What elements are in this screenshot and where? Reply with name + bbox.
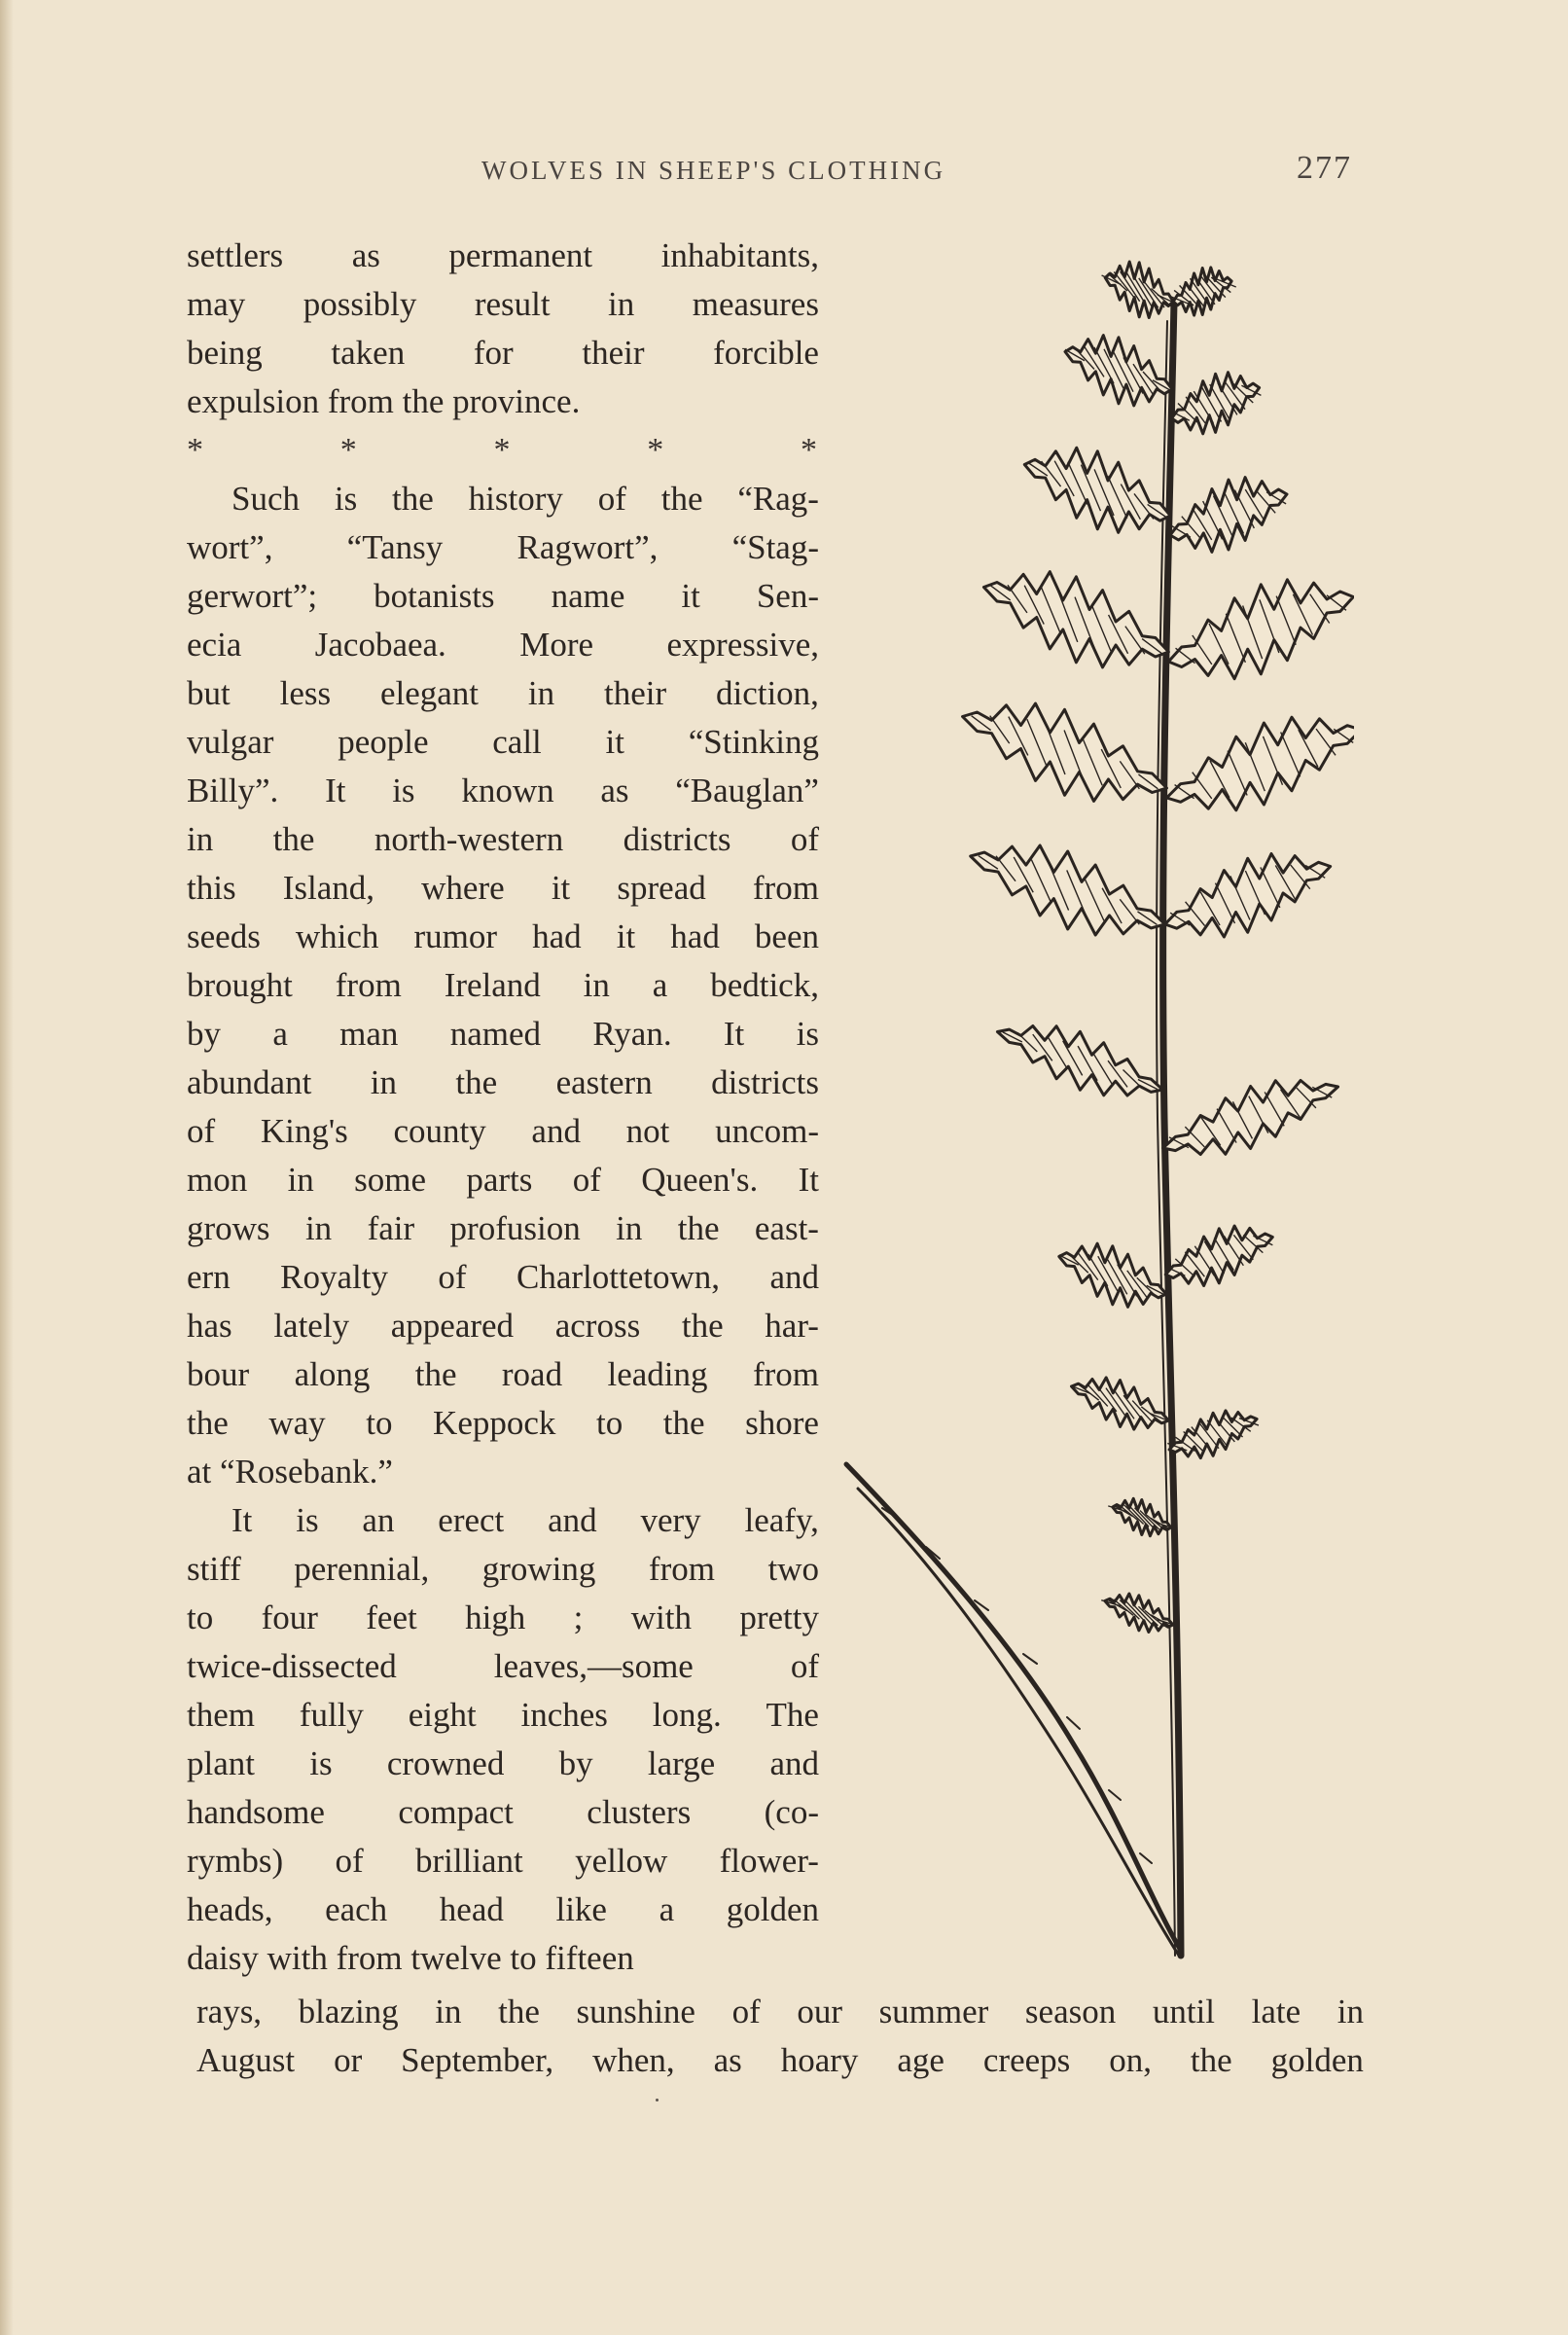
text-line: bour along the road leading from	[187, 1355, 819, 1393]
text-line: seeds which rumor had it had been	[187, 917, 819, 955]
leaf-shape	[1170, 478, 1287, 553]
text-line: this Island, where it spread from	[187, 869, 819, 907]
text-line: plant is crowned by large and	[187, 1744, 819, 1782]
text-line: grows in fair profusion in the east-	[187, 1209, 819, 1247]
text-line: heads, each head like a golden	[187, 1890, 819, 1928]
leaf-shape	[983, 572, 1168, 667]
leaf-shape	[1065, 336, 1172, 406]
full-width-line: rays, blazing in the sunshine of our summer season until late in	[196, 1993, 1364, 2030]
text-line: but less elegant in their diction,	[187, 674, 819, 712]
text-line: vulgar people call it “Stinking	[187, 723, 819, 761]
text-line: brought from Ireland in a bedtick,	[187, 966, 819, 1004]
text-line: of King's county and not uncom-	[187, 1112, 819, 1150]
text-line: the way to Keppock to the shore	[187, 1404, 819, 1442]
leaf-shape	[971, 845, 1165, 935]
text-line: ern Royalty of Charlottetown, and	[187, 1258, 819, 1296]
text-line: daisy with from twelve to fifteen	[187, 1939, 634, 1977]
text-line: by a man named Ryan. It is	[187, 1015, 819, 1053]
text-line: to four feet high ; with pretty	[187, 1599, 819, 1636]
leaf-shape	[1168, 580, 1353, 679]
text-line: being taken for their forcible	[187, 334, 819, 372]
leaf-shape	[1165, 1226, 1272, 1286]
text-line: at “Rosebank.”	[187, 1453, 393, 1491]
ragwort-illustration	[838, 243, 1354, 1975]
text-line: Such is the history of the “Rag-	[232, 480, 819, 518]
leaf-shape	[1172, 373, 1260, 434]
text-line: handsome compact clusters (co-	[187, 1793, 819, 1831]
text-line: settlers as permanent inhabitants,	[187, 236, 819, 274]
text-line: expulsion from the province.	[187, 382, 581, 420]
page-edge	[0, 0, 14, 2335]
text-line: has lately appeared across the har-	[187, 1307, 819, 1345]
leaf-shape	[1024, 448, 1170, 532]
leaf-shape	[1165, 854, 1331, 938]
section-break-asterisks: * * * * *	[187, 432, 817, 468]
text-line: gerwort”; botanists name it Sen-	[187, 577, 819, 615]
leaf-shape	[963, 703, 1167, 801]
text-line: in the north-western districts of	[187, 820, 819, 858]
leaf-shape	[1173, 268, 1231, 315]
text-line: abundant in the eastern districts	[187, 1063, 819, 1101]
leaf-shape	[1163, 1081, 1338, 1155]
page-number: 277	[1297, 150, 1352, 186]
leaf-shape	[1105, 1594, 1173, 1633]
text-line: them fully eight inches long. The	[187, 1696, 819, 1734]
leaf-shape	[1072, 1378, 1169, 1429]
full-width-line: August or September, when, as hoary age creeps on, the golden	[196, 2041, 1364, 2079]
text-line: may possibly result in measures	[187, 285, 819, 323]
leaf-shape	[1166, 717, 1354, 810]
text-line: mon in some parts of Queen's. It	[187, 1161, 819, 1199]
text-line: twice-dissected leaves,—some of	[187, 1647, 819, 1685]
text-column	[187, 232, 819, 1983]
running-head: WOLVES IN SHEEP'S CLOTHING	[481, 156, 946, 185]
text-line: Billy”. It is known as “Bauglan”	[187, 772, 819, 809]
leaf-shape	[1059, 1243, 1166, 1307]
leaf-shape	[1105, 262, 1173, 318]
leaf-shape	[1169, 1411, 1257, 1458]
text-line: It is an erect and very leafy,	[232, 1501, 819, 1539]
leaf-shape	[1113, 1498, 1171, 1535]
text-line: ecia Jacobaea. More expressive,	[187, 626, 819, 664]
lower-leaf	[846, 1464, 1181, 1951]
text-line: rymbs) of brilliant yellow flower-	[187, 1842, 819, 1880]
stray-mark	[656, 2099, 659, 2102]
text-line: stiff perennial, growing from two	[187, 1550, 819, 1588]
text-line: wort”, “Tansy Ragwort”, “Stag-	[187, 528, 819, 566]
page-header	[185, 148, 1352, 197]
